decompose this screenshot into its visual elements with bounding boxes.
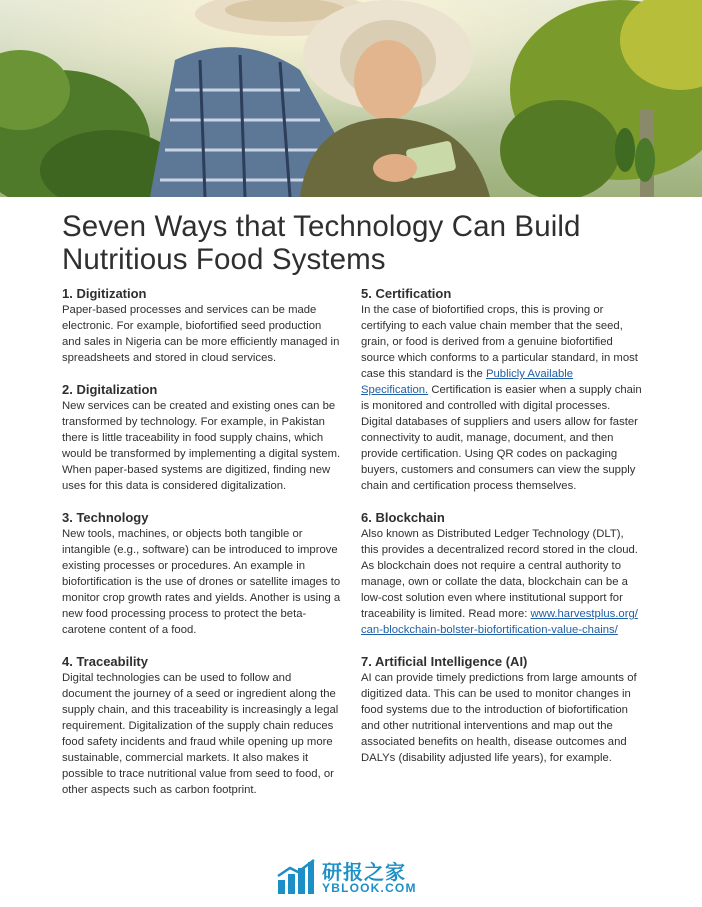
section-heading: 5. Certification [361,286,452,301]
hero-photo [0,0,702,197]
body-text: Also known as Distributed Ledger Technology (DLT), this provides a decentralized record stored in the cloud. As blockchain does not require a central authority to manage, own or collate the data, blockchain can be a low-cost solution even where institutional support for traceability is limited. Read more: [361,528,638,620]
watermark-en-text: YBLOOK.COM [322,881,417,895]
watermark-logo [276,856,436,898]
section-heading: 3. Technology [62,510,149,525]
farmers-photo-illustration [0,0,702,197]
section-heading: 7. Artificial Intelligence (AI) [361,654,528,669]
body-text: In the case of biofortified crops, this is proving or certifying to each value chain member that the seed, grain, or food is derived from a genuine biofortified source which conforms to a particular standard, in most case this standard is the [361,304,638,380]
section-body: AI can provide timely predictions from large amounts of digitized data. This can be used to monitor changes in food systems due to the introduction of biofortification and other nutritional interventions and map out the associated benefits on health, disease outcomes and DALYs (disability adjusted life years), for example. [361,672,637,764]
section-heading: 6. Blockchain [361,510,445,525]
section-digitalization [62,382,342,494]
section-traceability [62,654,342,798]
section-body: New services can be created and existing ones can be transformed by technology. For example, in Pakistan there is little traceability in food supply chains, which would be transformed by implementing a digital system. When paper-based systems are digitized, finding new uses for this data is considered digitalization. [62,400,341,492]
right-column [361,286,643,766]
section-heading: 2. Digitalization [62,382,158,397]
section-technology [62,510,342,638]
section-certification [361,286,643,494]
section-blockchain [361,510,643,638]
section-heading: 1. Digitization [62,286,147,301]
section-body: Digital technologies can be used to follow and document the journey of a seed or ingredient along the supply chain, and this traceability is increasingly a legal requirement. Digitalization of the supply chain reduces food safety incidents and fraud while opening up more sustainable, commercial markets. It also makes it possible to trace nutritional value from seed to food, or other aspects such as carbon footprint. [62,672,339,796]
section-body: New tools, machines, or objects both tangible or intangible (e.g., software) can be introduced to improve existing processes or procedures. An example in biofortification is the use of drones or satellite images to monitor crop growth rates and yields. Another is using a new food processing process to protect the beta-carotene content of a food. [62,528,341,636]
section-heading: 4. Traceability [62,654,148,669]
section-body: Paper-based processes and services can be made electronic. For example, biofortified seed production and sales in Nigeria can be more efficiently managed in spreadsheets and stored in cloud services. [62,304,340,364]
watermark-cn-text: 研报之家 [322,860,406,884]
publicly-available-specification-link[interactable]: Publicly Available Specification. [361,368,574,396]
section-body [361,302,643,494]
section-body [361,526,643,638]
left-column [62,286,342,798]
bar-chart-logo-icon [276,858,316,896]
body-text: Certification is easier when a supply chain is monitored and controlled with digital processes. Digital databases of suppliers and users allow for faster connectivity to audit, manage, document, and then provide certification. Using QR codes on packaging buyers, customers and consumers can view the supply chain and certification process themselves. [361,384,642,492]
page-title: Seven Ways that Technology Can Build Nutritious Food Systems [62,210,581,276]
harvestplus-blockchain-link[interactable]: www.harvestplus.org/can-blockchain-bolster-biofortification-value-chains/ [361,608,638,636]
section-ai [361,654,643,766]
section-digitization [62,286,342,366]
